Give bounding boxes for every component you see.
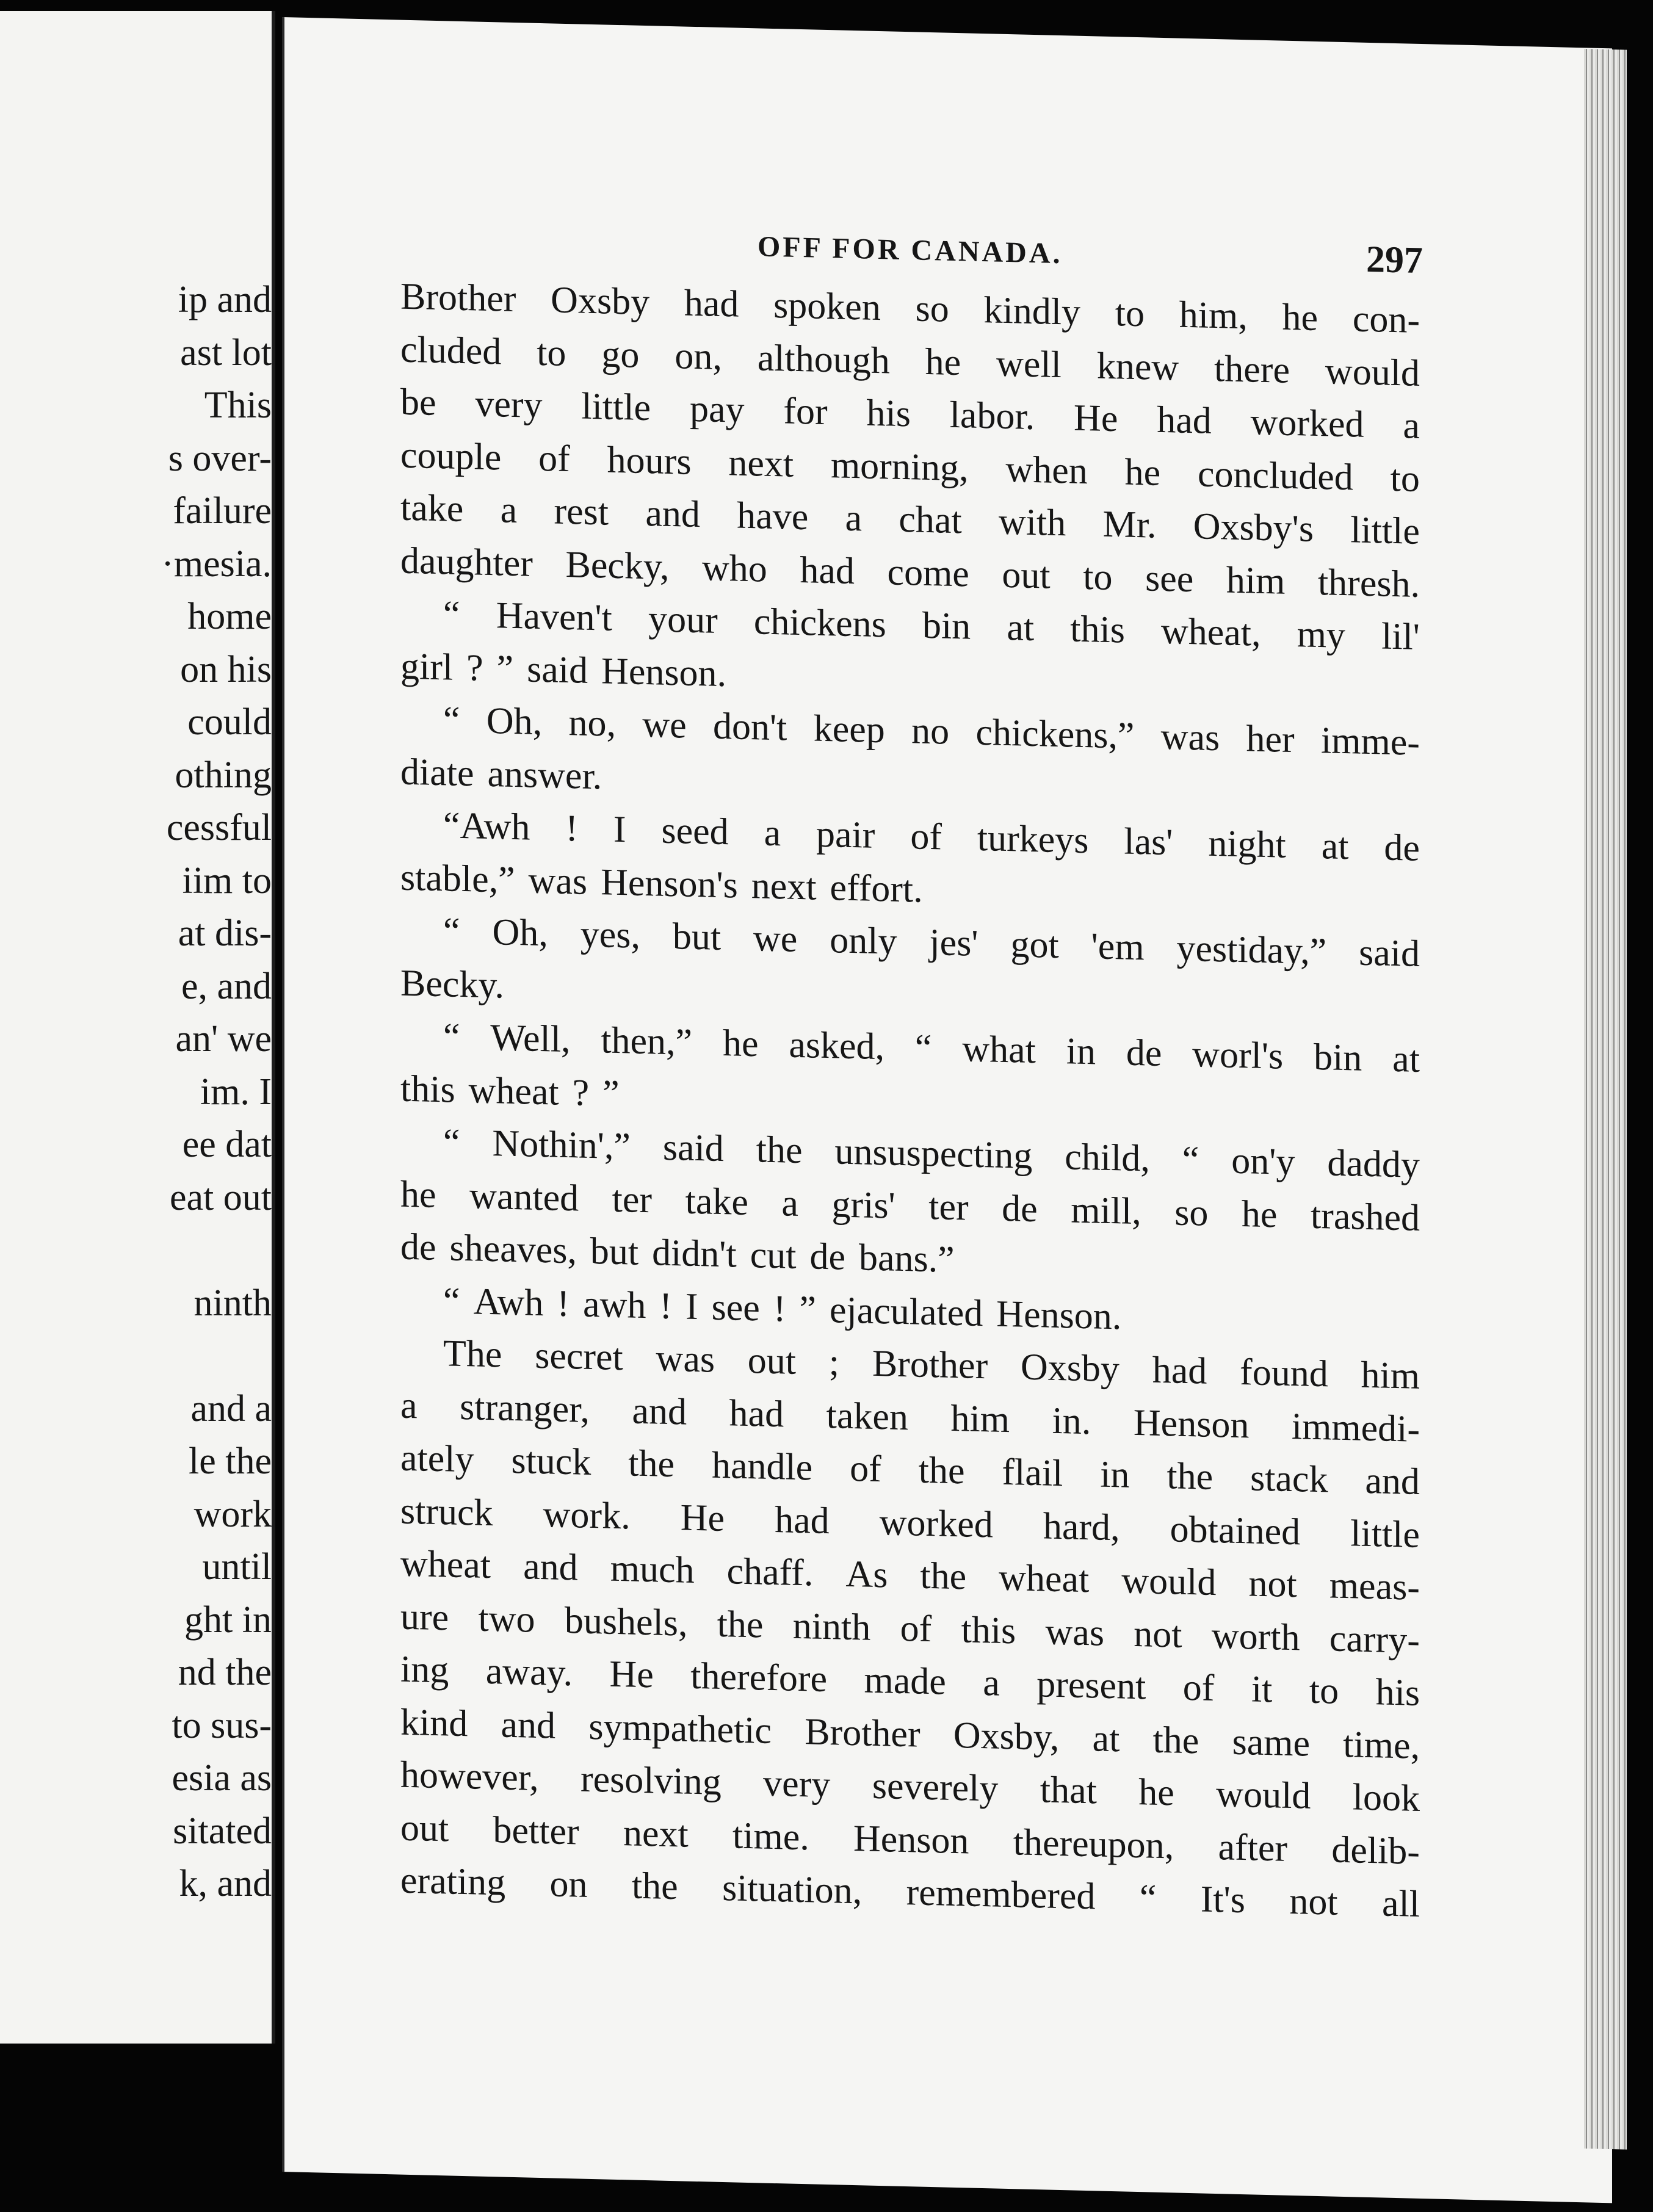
facing-page-line: eat out xyxy=(170,1176,272,1218)
facing-page-line: s over- xyxy=(168,437,272,479)
text-line: “ Nothin',” said the unsuspecting child, “ on'y daddy xyxy=(443,1121,1420,1186)
facing-page-line: ip and xyxy=(178,279,272,320)
facing-page-line: to sus- xyxy=(172,1704,272,1746)
text-line: diate answer. xyxy=(400,751,602,797)
facing-page-line: esia as xyxy=(172,1757,272,1799)
facing-page-line xyxy=(27,1224,272,1277)
text-line: out better next time. Henson thereupon, after delib- xyxy=(400,1807,1420,1873)
facing-page-line: work xyxy=(194,1493,272,1535)
facing-page-line: e, and xyxy=(181,965,272,1007)
text-line: he wanted ter take a gris' ter de mill, so he trashed xyxy=(400,1173,1420,1239)
facing-page-line: le the xyxy=(189,1440,272,1482)
facing-page-line: could xyxy=(187,701,272,743)
facing-page-line xyxy=(27,1329,272,1382)
text-line: daughter Becky, who had come out to see him thresh. xyxy=(400,540,1420,605)
facing-page-line: sitated xyxy=(173,1810,272,1852)
text-line: “ Awh ! awh ! I see ! ” ejaculated Henson. xyxy=(443,1279,1122,1337)
facing-page-line: an' we xyxy=(175,1018,272,1060)
facing-page-line: ast lot xyxy=(180,331,272,374)
text-line: take a rest and have a chat with Mr. Oxsby's little xyxy=(400,486,1420,552)
text-line: “ Oh, no, we don't keep no chickens,” was her imme- xyxy=(443,699,1420,764)
text-line: struck work. He had worked hard, obtained little xyxy=(400,1490,1420,1556)
text-line: The secret was out ; Brother Oxsby had found him xyxy=(443,1332,1420,1397)
facing-page-line: ninth xyxy=(194,1282,272,1324)
text-line: “Awh ! I seed a pair of turkeys las' night at de xyxy=(443,804,1420,869)
text-line: however, resolving very severely that he would look xyxy=(400,1754,1420,1820)
facing-page-line: home xyxy=(187,596,272,637)
text-line: ure two bushels, the ninth of this was not worth carry- xyxy=(400,1596,1420,1661)
facing-page-line: This xyxy=(204,385,272,426)
text-line: stable,” was Henson's next effort. xyxy=(400,856,923,911)
facing-page-line: until xyxy=(202,1546,272,1588)
text-line: cluded to go on, although he well knew there would xyxy=(400,328,1420,394)
facing-page-line: cessful xyxy=(166,807,272,848)
facing-page-line: nd the xyxy=(178,1652,272,1693)
facing-page-fragment xyxy=(0,11,275,2044)
text-line: girl ? ” said Henson. xyxy=(400,645,726,695)
text-line: “ Oh, yes, but we only jes' got 'em yestiday,” said xyxy=(443,910,1420,975)
text-line: Becky. xyxy=(400,962,504,1007)
text-line: “ Well, then,” he asked, “ what in de worl's bin at xyxy=(443,1016,1420,1080)
text-line: erating on the situation, remembered “ It's not all xyxy=(400,1859,1420,1925)
text-line: couple of hours next morning, when he concluded to xyxy=(400,434,1420,500)
facing-page-text xyxy=(0,273,272,1910)
text-line: kind and sympathetic Brother Oxsby, at the same time, xyxy=(400,1701,1420,1767)
page-text-block xyxy=(400,203,1423,1931)
text-line: ing away. He therefore made a present of it to his xyxy=(400,1648,1420,1714)
facing-page-line: iim to xyxy=(182,859,272,902)
facing-page-line: ee dat xyxy=(182,1124,272,1165)
text-line: a stranger, and had taken him in. Henson immedi- xyxy=(400,1384,1420,1450)
text-line: “ Haven't your chickens bin at this wheat, my lil' xyxy=(443,593,1420,658)
facing-page-line: othing xyxy=(175,754,272,796)
page-edge-stack xyxy=(1584,49,1627,2150)
facing-page-line: ght in xyxy=(184,1599,272,1641)
facing-page-line: at dis- xyxy=(178,913,272,954)
facing-page-line: ·mesia. xyxy=(161,543,272,585)
text-line: wheat and much chaff. As the wheat would not meas- xyxy=(400,1542,1420,1608)
facing-page-line: failure xyxy=(173,490,272,532)
facing-page-line: on his xyxy=(180,648,272,690)
book-page xyxy=(282,17,1612,2203)
running-title: OFF FOR CANADA. xyxy=(758,230,1063,270)
facing-page-line: im. I xyxy=(200,1071,272,1113)
text-line: be very little pay for his labor. He had worked a xyxy=(400,381,1420,447)
body-text xyxy=(400,270,1420,1931)
text-line: this wheat ? ” xyxy=(400,1068,620,1115)
text-line: ately stuck the handle of the flail in the stack and xyxy=(400,1437,1420,1503)
facing-page-line: k, and xyxy=(179,1863,272,1904)
text-line: Brother Oxsby had spoken so kindly to him, he con- xyxy=(400,275,1420,341)
facing-page-line: and a xyxy=(190,1387,272,1429)
text-line: de sheaves, but didn't cut de bans.” xyxy=(400,1226,955,1281)
page-number: 297 xyxy=(1366,238,1423,282)
